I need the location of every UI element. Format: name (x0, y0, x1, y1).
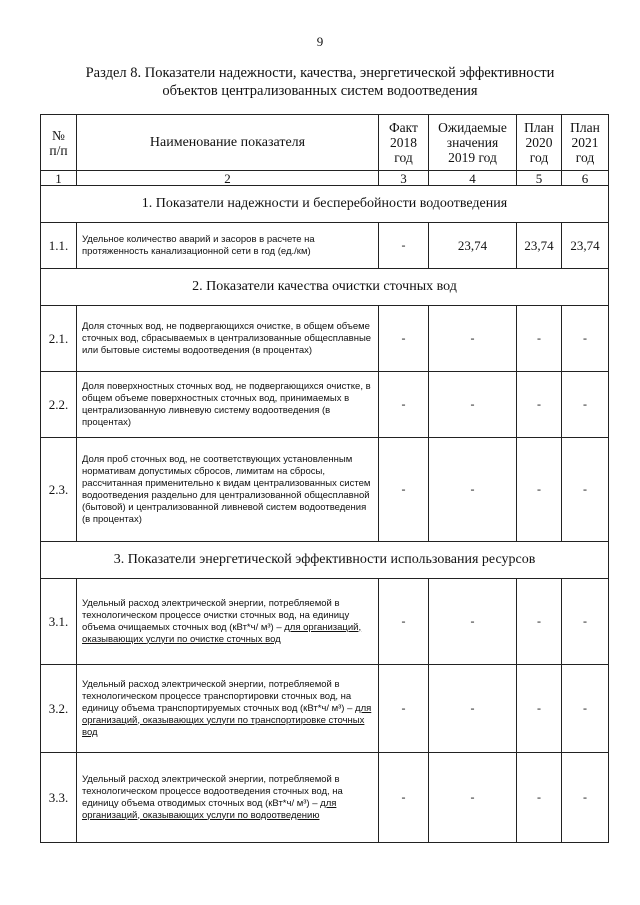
value-fact-2018: - (379, 579, 429, 665)
value-expected-2019: - (429, 665, 517, 753)
value-plan-2020: - (517, 753, 562, 843)
value-expected-2019: - (429, 438, 517, 542)
group-heading: 3. Показатели энергетической эффективности использования ресурсов (41, 542, 609, 579)
header-fact (379, 115, 429, 171)
value-fact-2018: - (379, 438, 429, 542)
header-fact-line2: 2018 (390, 135, 417, 150)
group-heading: 1. Показатели надежности и бесперебойности водоотведения (41, 186, 609, 223)
section-title (40, 64, 600, 100)
row-number: 2.2. (41, 372, 77, 438)
group-heading-row (41, 186, 609, 223)
value-plan-2021: - (562, 579, 609, 665)
header-no (41, 115, 77, 171)
header-name: Наименование показателя (77, 115, 379, 171)
table-row (41, 438, 609, 542)
header-plan-2021 (562, 115, 609, 171)
value-plan-2021: - (562, 438, 609, 542)
header-expected-line1: Ожидаемые (438, 120, 507, 135)
header-plan-2020-line1: План (524, 120, 554, 135)
indicator-name-text: Удельный расход электрической энергии, потребляемой в технологическом процессе очистки сточных вод, на единицу объема очищаемых сточных вод (кВт*ч/ м³) – (82, 597, 350, 633)
row-number: 3.2. (41, 665, 77, 753)
indicators-table (40, 114, 609, 843)
value-plan-2020: - (517, 306, 562, 372)
value-fact-2018: - (379, 665, 429, 753)
column-number: 1 (41, 171, 77, 186)
row-number: 2.3. (41, 438, 77, 542)
value-fact-2018: - (379, 306, 429, 372)
value-expected-2019: - (429, 372, 517, 438)
indicator-name-text: Удельный расход электрической энергии, потребляемой в технологическом процессе транспортировки сточных вод, на единицу объема транспортируемых сточных вод (кВт*ч/ м³) – (82, 678, 356, 714)
column-number-row (41, 171, 609, 186)
header-expected (429, 115, 517, 171)
indicator-name (77, 372, 379, 438)
value-expected-2019: - (429, 306, 517, 372)
column-number: 5 (517, 171, 562, 186)
header-plan-2021-line1: План (570, 120, 600, 135)
indicator-name-underlined: для организаций, оказывающих услуги по водоотведению (82, 797, 337, 821)
header-row (41, 115, 609, 171)
value-fact-2018: - (379, 372, 429, 438)
header-plan-2021-line2: 2021 (571, 135, 599, 150)
column-number: 6 (562, 171, 609, 186)
indicator-name-text: Удельный расход электрической энергии, потребляемой в технологическом процессе водоотведения сточных вод, на единицу объема отводимых сточных вод (кВт*ч/ м³) – (82, 773, 343, 809)
indicator-name-underlined: для организаций, оказывающих услуги по очистке сточных вод (82, 621, 362, 645)
value-expected-2019: - (429, 579, 517, 665)
row-number: 2.1. (41, 306, 77, 372)
table-row (41, 753, 609, 843)
header-no-line1: № (52, 127, 65, 143)
indicator-name-text: Доля проб сточных вод, не соответствующих установленным нормативам допустимых сбросов, лимитам на сбросы, рассчитанная применительно к видам централизованных систем водоотведения раздельно для централизованной общесплавной (бытовой) и централизованной ливневой систем водоотведения (в процентах) (82, 453, 371, 525)
table-row (41, 223, 609, 269)
indicator-name (77, 438, 379, 542)
indicator-name (77, 665, 379, 753)
group-heading: 2. Показатели качества очистки сточных вод (41, 269, 609, 306)
value-plan-2020: - (517, 665, 562, 753)
indicator-name-text: Удельное количество аварий и засоров в расчете на протяженность канализационной сети в год (ед./км) (82, 233, 315, 257)
header-fact-line1: Факт (389, 120, 418, 135)
indicator-name-text: Доля сточных вод, не подвергающихся очистке, в общем объеме сточных вод, сбрасываемых в централизованные общесплавные или бытовые системы водоотведения (в процентах) (82, 320, 372, 356)
group-heading-row (41, 542, 609, 579)
indicator-name (77, 223, 379, 269)
row-number: 1.1. (41, 223, 77, 269)
indicator-name-underlined: для организаций, оказывающих услуги по транспортировке сточных вод (82, 702, 372, 738)
row-number: 3.3. (41, 753, 77, 843)
value-fact-2018: - (379, 753, 429, 843)
indicator-name (77, 306, 379, 372)
section-title-line1: Раздел 8. Показатели надежности, качества, энергетической эффективности (85, 65, 555, 81)
indicator-name-text: Доля поверхностных сточных вод, не подвергающихся очистке, в общем объеме поверхностных сточных вод, принимаемых в централизованную ливневую систему водоотведения (в процентах) (82, 380, 371, 428)
value-plan-2020: - (517, 438, 562, 542)
page-number: 9 (316, 34, 324, 49)
header-fact-line3: год (394, 150, 413, 165)
column-number: 3 (379, 171, 429, 186)
section-title-line2: объектов централизованных систем водоотведения (162, 83, 478, 99)
value-plan-2021: 23,74 (562, 223, 609, 269)
row-number: 3.1. (41, 579, 77, 665)
header-expected-line2: значения (446, 135, 499, 150)
column-number: 4 (429, 171, 517, 186)
indicators-table-wrapper (40, 114, 609, 843)
indicator-name (77, 579, 379, 665)
header-expected-line3: 2019 год (448, 150, 497, 165)
header-plan-2020 (517, 115, 562, 171)
value-fact-2018: - (379, 223, 429, 269)
table-row (41, 579, 609, 665)
table-row (41, 372, 609, 438)
value-plan-2021: - (562, 665, 609, 753)
value-plan-2021: - (562, 753, 609, 843)
indicator-name (77, 753, 379, 843)
value-plan-2021: - (562, 372, 609, 438)
table-row (41, 665, 609, 753)
group-heading-row (41, 269, 609, 306)
value-plan-2020: - (517, 372, 562, 438)
table-row (41, 306, 609, 372)
value-plan-2021: - (562, 306, 609, 372)
header-no-line2: п/п (49, 142, 68, 158)
value-expected-2019: - (429, 753, 517, 843)
column-number: 2 (77, 171, 379, 186)
value-plan-2020: 23,74 (517, 223, 562, 269)
value-expected-2019: 23,74 (429, 223, 517, 269)
header-plan-2020-line2: 2020 (525, 135, 553, 150)
header-plan-2021-line3: год (575, 150, 595, 165)
header-plan-2020-line3: год (529, 150, 549, 165)
value-plan-2020: - (517, 579, 562, 665)
